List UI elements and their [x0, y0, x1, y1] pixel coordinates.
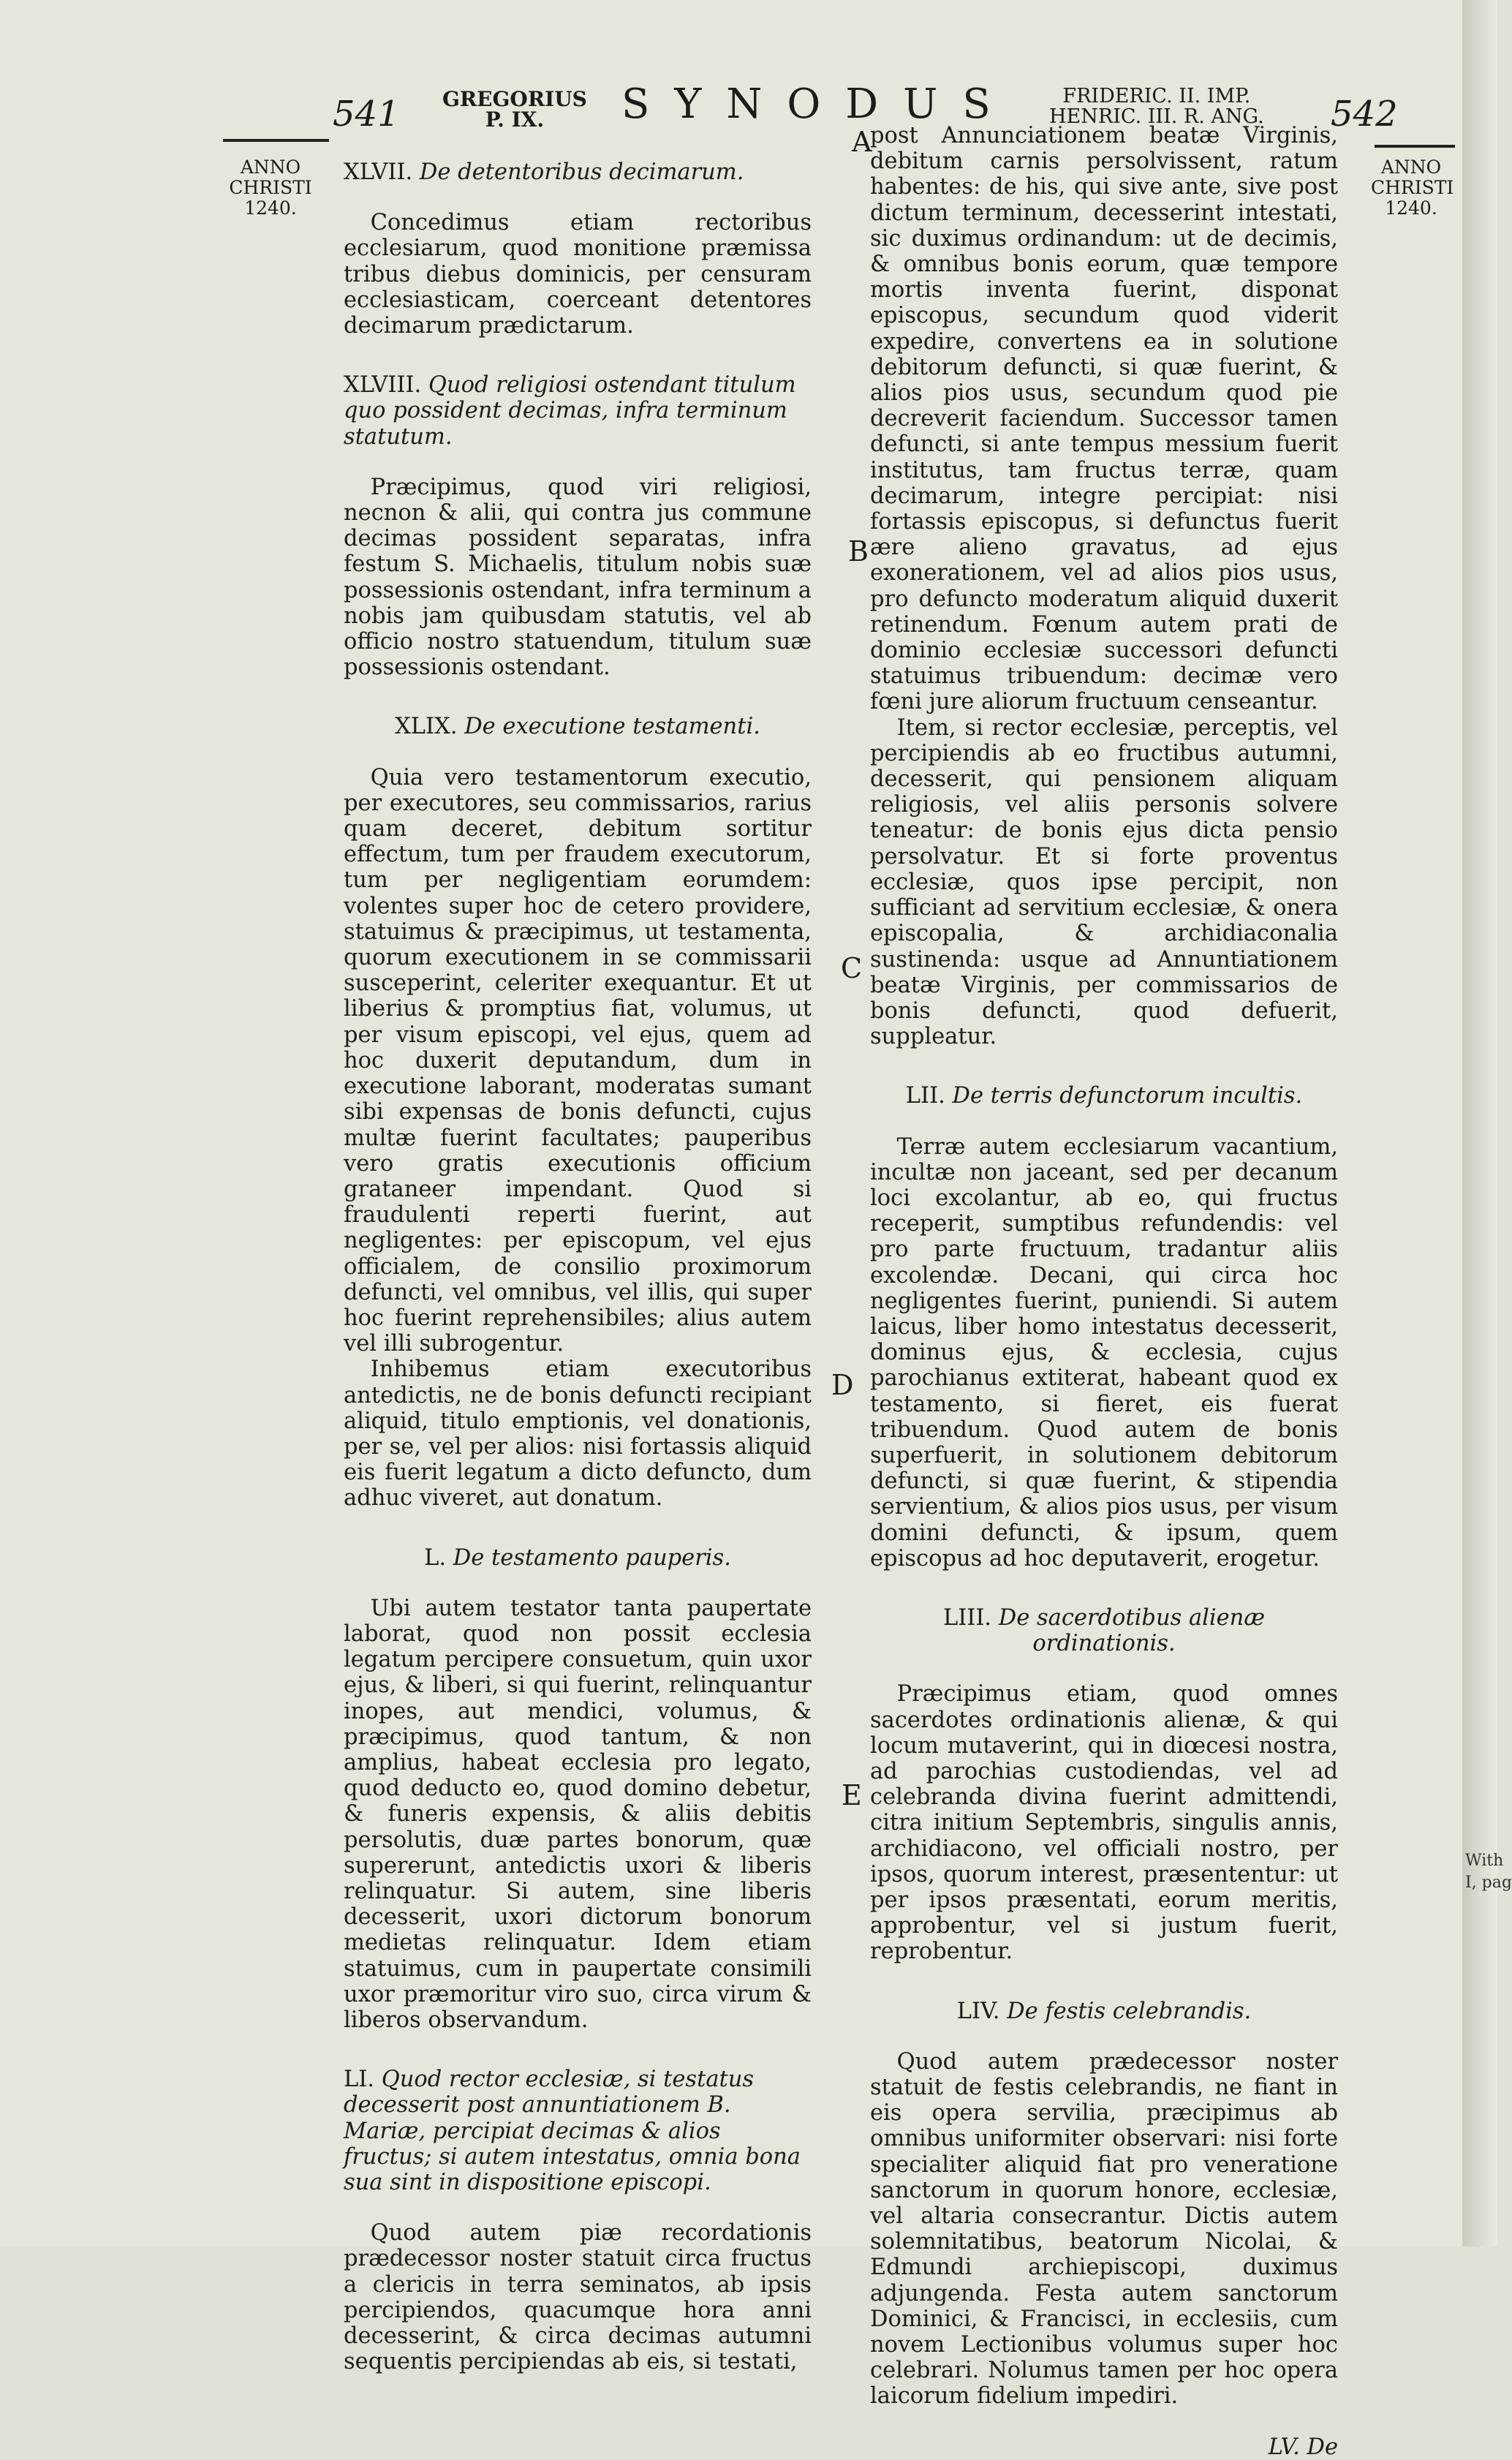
section-heading [344, 1545, 812, 1571]
section-number: LII. [905, 1083, 945, 1109]
facing-page-fragment-line2: I, pag [1465, 1874, 1512, 1892]
spacer [870, 2024, 1338, 2049]
running-head-right [1049, 86, 1264, 127]
body-paragraph: post Annunciationem beatæ Virginis, debitum carnis persolvissent, ratum habentes: de his, qui sive ante, sive post dictum terminum, decesserint intestati, sic duximus ordinandum: ut de decimis, & omnibus bonis eorum, quæ tempore mortis inventa fuerint, disponat episcopus, secundum quod viderit expedire, convertens ea in solutione debitorum defuncti, si quæ fuerint, & alios pios usus, secundum quod pie decreverit faciendum. Successor tamen defuncti, si ante tempus messium fuerit institutus, tam fructus terræ, quam decimarum, integre percipiat: nisi fortassis episcopus, si defunctus fuerit ære alieno gravatus, ad ejus exonerationem, vel ad alios pios usus, pro defuncto moderatum aliquid duxerit retinendum. Fœnum autem prati de dominio ecclesiæ successori defuncti statuimus tribuendum: decimæ vero fœni jure aliorum fructuum censeantur. [870, 123, 1338, 715]
body-paragraph: Præcipimus, quod viri religiosi, necnon & alii, qui contra jus commune decimas possident separatas, infra festum S. Michaelis, titulum nobis suæ possessionis ostendant, infra terminum a nobis jam quibusdam statutis, vel ab officio nostro statuendum, titulum suæ possessionis ostendant. [344, 474, 812, 681]
body-paragraph: Item, si rector ecclesiæ, perceptis, vel percipiendis ab eo fructibus autumni, decesserit, qui pensionem aliquam religiosis, vel aliis personis solvere teneatur: de bonis ejus dicta pensio persolvatur. Et si forte proventus ecclesiæ, quos ipse percipit, non sufficiant ad servitium ecclesiæ, & onera episcopalia, & archidiaconalia sustinenda: usque ad Annuntiationem beatæ Virginis, per commissarios de bonis defuncti, quod defuerit, suppleatur. [870, 714, 1338, 1050]
page-number-right: 542 [1331, 94, 1398, 135]
section-marker-a: A [852, 126, 872, 158]
section-title: De detentoribus decimarum. [419, 159, 744, 185]
section-number: L. [424, 1544, 447, 1571]
margin-note-left-christi: CHRISTI [229, 177, 312, 198]
spacer [870, 1572, 1338, 1605]
catchword [870, 2434, 1338, 2460]
margin-note-left-anno: ANNO [240, 156, 301, 178]
right-column [870, 123, 1338, 2460]
section-marker-c: C [841, 952, 863, 984]
section-marker-e: E [842, 1779, 862, 1811]
section-number: LV. [1268, 2434, 1300, 2460]
section-number: XLIX. [395, 714, 458, 740]
section-heading [870, 1083, 1338, 1109]
section-heading [870, 1605, 1338, 1656]
facing-page-fragment [1465, 1850, 1512, 1894]
section-heading [344, 159, 812, 185]
spacer [344, 1512, 812, 1545]
margin-note-left-year: 1240. [244, 197, 297, 219]
section-title: Quod rector ecclesiæ, si testatus decesserit post annuntiationem B. Mariæ, percipiat decimas & alios fructus; si autem intestatus, omnia bona sua sint in dispositione episcopi. [344, 2067, 801, 2196]
section-heading [344, 372, 812, 450]
spacer [344, 185, 812, 210]
body-paragraph: Quia vero testamentorum executio, per executores, seu commissarios, rarius quam deceret, debitum sortitur effectum, tum per fraudem executorum, tum per negligentiam eorumdem: volentes super hoc de cetero providere, statuimus & præcipimus, ut testamenta, quorum executionem in se commissarii susceperint, celeriter exequantur. Et ut liberius & promptius fiat, volumus, ut per visum episcopi, vel ejus, quem ad hoc duxerit deputandum, dum in executione laborant, moderatas sumant sibi expensas de bonis defuncti, cujus multæ fuerint facultates; pauperibus vero gratis executionis officium grataneer impendant. Quod si fraudulenti reperti fuerint, aut negligentes: per episcopum, vel ejus officialem, de consilio proximorum defuncti, vel omnibus, vel illis, qui super hoc fuerint reprehensibiles; alius autem vel illi subrogentur. [344, 764, 812, 1357]
running-head-title: SYNODUS [621, 80, 1016, 128]
spacer [344, 1571, 812, 1596]
section-title: De testamento pauperis. [453, 1544, 731, 1571]
spacer [344, 680, 812, 714]
margin-rule-right [1375, 145, 1455, 148]
section-title: Quod religiosi ostendant titulum quo possident decimas, infra terminum statutum. [344, 372, 796, 450]
spacer [344, 2195, 812, 2220]
section-heading [870, 1999, 1338, 2024]
margin-note-right-anno: ANNO [1380, 156, 1442, 178]
body-paragraph: Terræ autem ecclesiarum vacantium, incultæ non jaceant, sed per decanum loci excolantur, ab eo, qui fructus receperit, sumptibus refundendis: vel pro parte fructuum, tradantur aliis excolendæ. Decani, qui circa hoc negligentes fuerint, puniendi. Si autem laicus, liber homo intestatus decesserit, dominus ejus, & ecclesia, cujus parochianus extiterat, habeant quod ex testamento, si fieret, eis fuerat tribuendum. Quod autem de bonis superfuerit, in solutionem debitorum defuncti, si quæ fuerint, & stipendia servientium, & alios pios usus, per visum domini defuncti, & ipsum, quem episcopus ad hoc deputaverit, erogetur. [870, 1133, 1338, 1572]
margin-note-right-year: 1240. [1385, 197, 1437, 219]
section-marker-d: D [831, 1369, 854, 1401]
spacer [344, 450, 812, 475]
section-heading [344, 714, 812, 739]
running-head-left-line2: P. IX. [485, 107, 545, 132]
body-paragraph: Præcipimus etiam, quod omnes sacerdotes ordinationis alienæ, & qui locum mutaverint, qui in diœcesi nostra, ad parochias custodiendas, vel ad celebranda divina fuerint admittendi, citra initium Septembris, singulis annis, archidiacono, vel officiali nostro, per ipsos, quorum interest, præsententur: ut per ipsos præsentati, eorum meritis, approbentur, vel si justum fuerit, reprobentur. [870, 1681, 1338, 1965]
section-number: LIII. [942, 1604, 992, 1631]
facing-page-edge [1462, 0, 1512, 2246]
section-title: De [1307, 2434, 1338, 2460]
section-heading [344, 2067, 812, 2195]
facing-page-fragment-line1: With [1465, 1852, 1504, 1870]
spacer [870, 1049, 1338, 1083]
running-head-right-line1: FRIDERIC. II. IMP. [1062, 85, 1251, 107]
running-head-right-line2: HENRIC. III. R. ANG. [1049, 105, 1264, 128]
section-number: XLVII. [344, 159, 413, 185]
spacer [870, 1109, 1338, 1134]
section-title: De sacerdotibus alienæ ordinationis. [998, 1604, 1265, 1657]
section-marker-b: B [848, 535, 869, 567]
spacer [344, 740, 812, 765]
margin-note-right [1371, 156, 1454, 219]
body-paragraph: Inhibemus etiam executoribus antedictis, ne de bonis defuncti recipiant aliquid, titulo emptionis, vel donationis, per se, vel per alios: nisi fortassis aliquid eis fuerit legatum a dicto defuncto, dum adhuc viveret, aut donatum. [344, 1357, 812, 1512]
spacer [870, 1965, 1338, 1999]
spacer [344, 339, 812, 372]
spacer [344, 2033, 812, 2067]
section-number: LI. [344, 2067, 374, 2093]
body-paragraph: Ubi autem testator tanta paupertate laborat, quod non possit ecclesia legatum percipere consuetum, quin uxor ejus, & liberi, si qui fuerint, relinquantur inopes, aut mendici, volumus, & præcipimus, quod tantum, & non amplius, habeat ecclesia pro legato, quod deducto eo, quod domino debetur, & funeris expensis, & aliis debitis persolutis, duæ partes bonorum, quæ supererunt, antedictis uxori & liberis relinquatur. Si autem, sine liberis decesserit, uxori dictorum bonorum medietas relinquatur. Idem etiam statuimus, cum in paupertate consimili uxor præmoritur viro suo, circa virum & liberos observandum. [344, 1595, 812, 2033]
margin-rule-left [223, 139, 329, 142]
margin-note-right-christi: CHRISTI [1371, 177, 1454, 198]
page-number-left: 541 [333, 94, 400, 135]
body-paragraph: Quod autem piæ recordationis prædecessor noster statuit circa fructus a clericis in terra seminatos, ab ipsis percipiendos, quacumque hora anni decesserint, & circa decimas autumni sequentis percipiendas ab eis, si testati, [344, 2220, 812, 2375]
section-number: XLVIII. [344, 372, 422, 399]
section-title: De festis celebrandis. [1007, 1998, 1252, 2024]
section-title: De executione testamenti. [464, 714, 760, 740]
section-title: De terris defunctorum incultis. [952, 1083, 1303, 1109]
body-paragraph: Concedimus etiam rectoribus ecclesiarum, quod monitione præmissa tribus diebus dominicis, per censuram ecclesiasticam, coerceant detentores decimarum prædictarum. [344, 210, 812, 339]
running-head-left [442, 89, 587, 130]
margin-note-left [227, 157, 314, 219]
running-head-left-line1: GREGORIUS [442, 87, 587, 111]
spacer [870, 1656, 1338, 1681]
section-number: LIV. [956, 1998, 1000, 2024]
body-paragraph: Quod autem prædecessor noster statuit de festis celebrandis, ne fiant in eis opera servilia, præcipimus ab omnibus uniformiter observari: nisi forte specialiter aliquid fiat pro veneratione sanctorum in quorum honore, ecclesiæ, vel altaria consecrantur. Dictis autem solemnitatibus, beatorum Nicolai, & Edmundi archiepiscopi, duximus adjungenda. Festa autem sanctorum Dominici, & Francisci, in ecclesiis, cum novem Lectionibus volumus super hoc celebrari. Nolumus tamen per hoc opera laicorum fidelium impediri. [870, 2048, 1338, 2410]
spacer [870, 2410, 1338, 2434]
left-column [344, 159, 812, 2374]
